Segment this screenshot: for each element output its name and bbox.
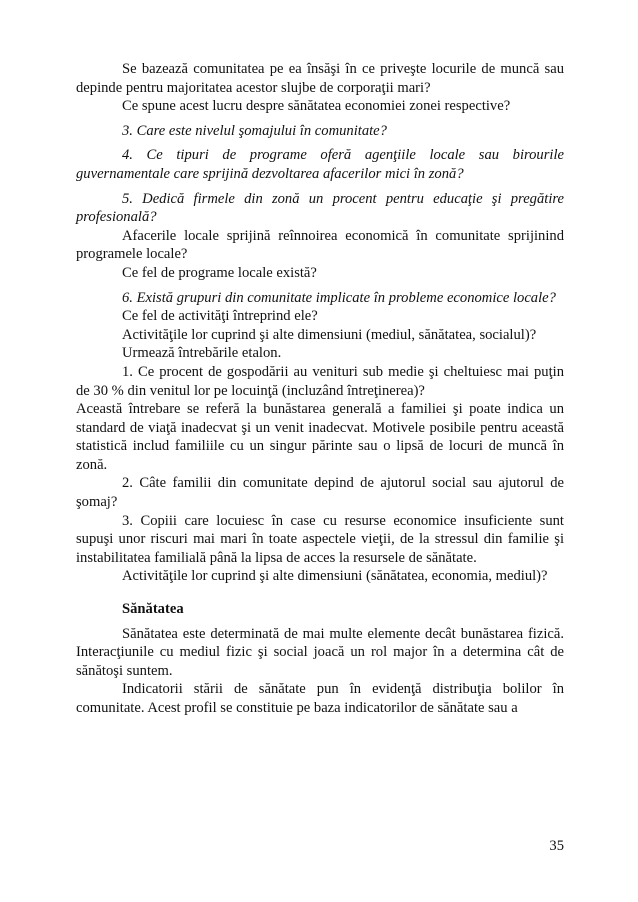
paragraph: Urmează întrebările etalon. — [122, 345, 282, 362]
document-page — [76, 60, 564, 718]
paragraph: Ce fel de activităţi întreprind ele? — [122, 308, 318, 325]
paragraph: Ce spune acest lucru despre sănătatea economiei zonei respective? — [122, 98, 511, 115]
paragraph: Afacerile locale sprijină reînnoirea economică în comunitate sprijinind programele locale? — [76, 227, 564, 263]
question-italic: 5. Dedică firmele din zonă un procent pentru educaţie şi pregătire profesională? — [76, 190, 564, 226]
paragraph-no-indent: Această întrebare se referă la bunăstarea generală a familiei şi poate indica un standard de viaţă inadecvat şi un venit inadecvat. Motivele posibile pentru această statistică includ familiile cu un singur părinte sau o lipsă de locuri de muncă în zonă. — [76, 401, 564, 473]
section-heading: Sănătatea — [122, 601, 184, 618]
paragraph: 2. Câte familii din comunitate depind de ajutorul social sau ajutorul de şomaj? — [76, 475, 564, 511]
paragraph: Ce fel de programe locale există? — [122, 264, 317, 281]
paragraph: 3. Copiii care locuiesc în case cu resurse economice insuficiente sunt supuşi unor riscuri mai mari în toate aspectele vieţii, de la stressul din familie şi instabilitatea familială până la lipsa de acces la resursele de sănătate. — [76, 512, 564, 566]
paragraph: Se bazează comunitatea pe ea însăşi în ce priveşte locurile de muncă sau depinde pentru majoritatea acestor slujbe de corporaţii mari? — [76, 61, 564, 96]
paragraph: Activităţile lor cuprind şi alte dimensiuni (mediul, sănătatea, socialul)? — [122, 326, 537, 343]
question-italic: 3. Care este nivelul şomajului în comunitate? — [122, 122, 387, 139]
paragraph: Activităţile lor cuprind şi alte dimensiuni (sănătatea, economia, mediul)? — [122, 568, 548, 585]
section-paragraph: Indicatorii stării de sănătate pun în evidenţă distribuţia bolilor în comunitate. Acest profil se constituie pe baza indicatorilor de sănătate sau a — [76, 681, 564, 716]
question-italic: 6. Există grupuri din comunitate implicate în probleme economice locale? — [122, 289, 556, 306]
page-number: 35 — [549, 838, 564, 854]
section-paragraph: Sănătatea este determinată de mai multe elemente decât bunăstarea fizică. Interacţiunile cu mediul fizic şi social joacă un rol major în a determina cât de sănătoşi suntem. — [76, 625, 564, 679]
paragraph: 1. Ce procent de gospodării au venituri sub medie şi cheltuiesc mai puţin de 30 % din venitul lor pe locuinţă (incluzând întreţinerea)? — [76, 363, 564, 399]
question-italic: 4. Ce tipuri de programe oferă agenţiile locale sau birourile guvernamentale care sprijină dezvoltarea afacerilor mici în zonă? — [76, 147, 564, 182]
